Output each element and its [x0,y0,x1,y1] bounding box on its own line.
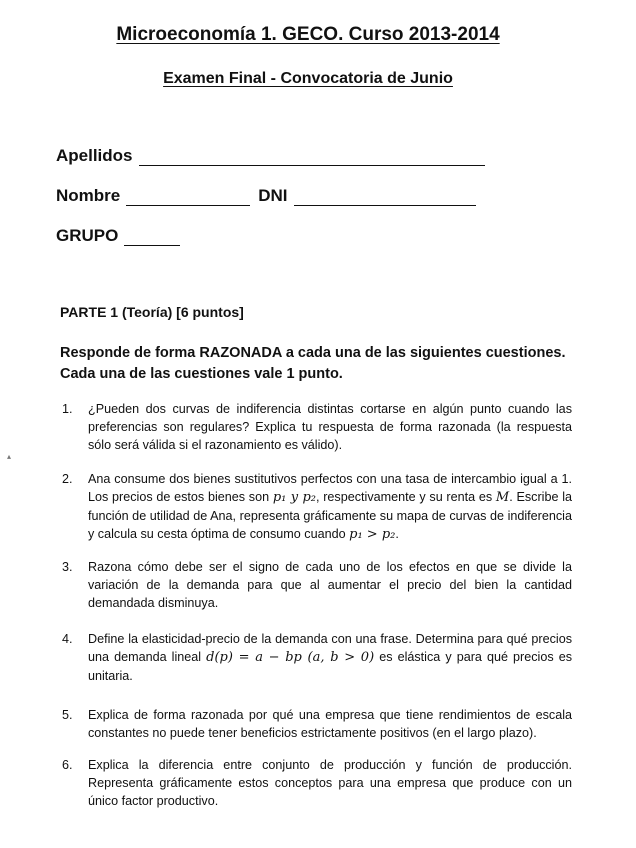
question-number: 6. [62,758,73,772]
text-segment: es elástica y para qué precios es unitaria. [88,650,572,683]
nombre-field[interactable] [126,187,250,206]
question-number: 2. [62,472,73,486]
grupo-label: GRUPO [56,226,119,245]
apellidos-row [56,146,493,166]
grupo-field[interactable] [124,227,180,246]
math-prices: p₁ y p₂ [272,490,316,505]
apellidos-label: Apellidos [56,146,133,165]
scan-speck: ▴ [7,452,12,461]
question-number: 3. [62,560,73,574]
question-6 [62,756,572,810]
instructions: Responde de forma RAZONADA a cada una de las siguientes cuestiones. Cada una de las cuestiones vale 1 punto. [60,345,566,382]
text-segment: Ana consume dos bienes sustitutivos perfectos con una tasa de intercambio igual a 1. Los precios de estos bienes son [88,472,572,504]
question-text: Explica de forma razonada por qué una empresa que tiene rendimientos de escala constantes no puede tener beneficios estrictamente positivos (en el largo plazo). [88,708,572,740]
exam-title: Microeconomía 1. GECO. Curso 2013-2014 [116,24,500,45]
text-segment: . Escribe la función de utilidad de Ana, representa gráficamente su mapa de curvas de indiferencia y calcula su cesta óptima de consumo cuando [88,490,572,541]
question-text [88,470,572,544]
grupo-row [56,226,188,246]
question-4 [62,630,572,685]
math-income: M [495,490,510,505]
apellidos-field[interactable] [139,147,485,166]
question-1 [62,400,572,454]
question-5 [62,706,572,742]
question-2 [62,470,572,544]
question-number: 1. [62,402,73,416]
part-heading: PARTE 1 (Teoría) [6 puntos] [60,304,244,320]
text-segment: , respectivamente y su renta es [316,490,496,504]
question-3 [62,558,572,612]
text-segment: . [395,527,399,541]
math-condition: p₁ > p₂ [349,527,396,542]
question-text: Razona cómo debe ser el signo de cada uno de los efectos en que se divide la variación de la demanda para que al aumentar el precio del bien la cantidad demandada disminuya. [88,560,572,610]
question-number: 4. [62,632,73,646]
text-segment: Define la elasticidad-precio de la demanda con una frase. Determina para qué precios una demanda lineal [88,632,572,664]
question-text: Explica la diferencia entre conjunto de producción y función de producción. Representa gráficamente estos conceptos para una empresa que produce con un único factor productivo. [88,758,572,808]
question-number: 5. [62,708,73,722]
nombre-label: Nombre [56,186,121,205]
question-text [88,630,572,685]
dni-label: DNI [258,186,288,205]
exam-subtitle: Examen Final - Convocatoria de Junio [163,70,453,87]
nombre-dni-row [56,186,484,206]
question-text: ¿Pueden dos curvas de indiferencia distintas cortarse en algún punto cuando las preferencias son regulares? Explica tu respuesta de forma razonada (la respuesta sólo será válida si el razonamiento es válido). [88,402,572,452]
math-demand: d(p) = a − bp (a, b > 0) [206,650,375,665]
dni-field[interactable] [294,187,476,206]
